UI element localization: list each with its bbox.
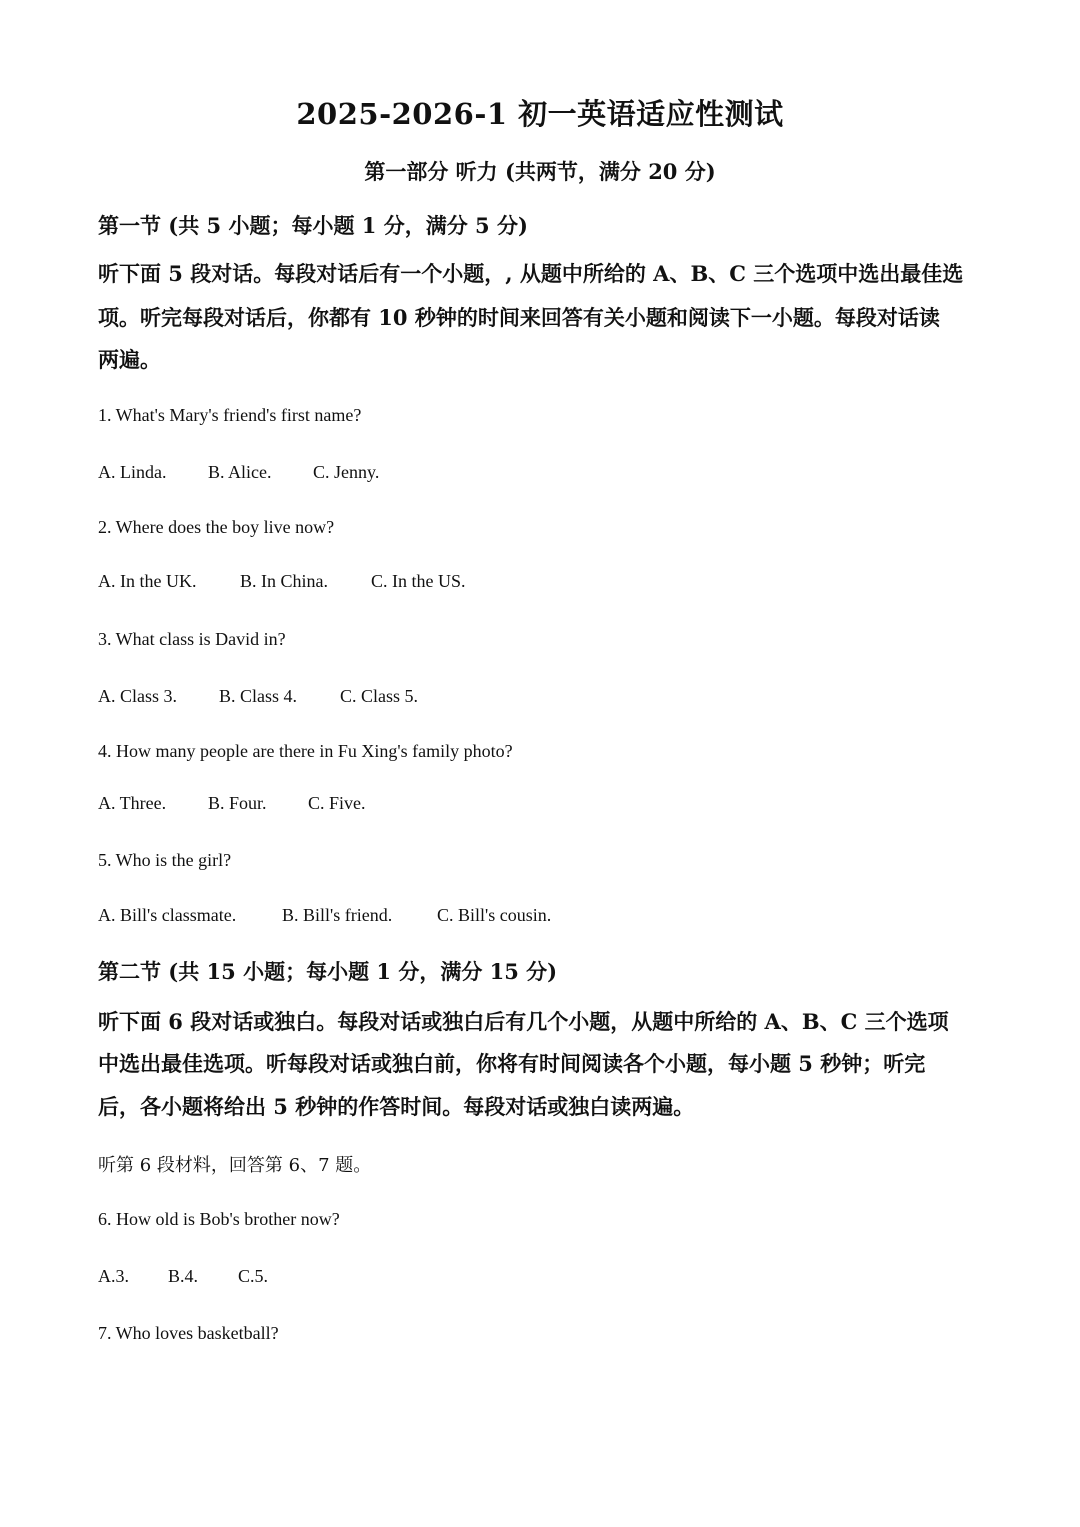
option-a: A. Class 3. (98, 686, 178, 706)
question-stem: 6. How old is Bob's brother now? (98, 1209, 340, 1229)
instruction-line: 两遍。 (98, 347, 161, 372)
question-stem: 1. What's Mary's friend's first name? (98, 405, 362, 425)
option-a: A. In the UK. (98, 571, 197, 591)
question-options (98, 462, 698, 486)
question-stem: 7. Who loves basketball? (98, 1323, 279, 1343)
option-c: C. Bill's cousin. (437, 905, 552, 925)
option-c: C. Five. (308, 793, 366, 813)
option-b: B. In China. (240, 571, 328, 591)
instruction-line: 听下面 5 段对话。每段对话后有一个小题，, 从题中所给的 A、B、C 三个选项中选出最佳选 (98, 261, 964, 286)
option-a: A. Linda. (98, 462, 167, 482)
option-a: A.3. (98, 1266, 129, 1286)
instruction-line: 项。听完每段对话后，你都有 10 秒钟的时间来回答有关小题和阅读下一小题。每段对话读 (98, 305, 940, 330)
option-b: B.4. (168, 1266, 199, 1286)
question-stem: 4. How many people are there in Fu Xing's family photo? (98, 741, 513, 761)
section-heading: 第二节 (共 15 小题；每小题 1 分，满分 15 分) (98, 959, 558, 984)
question-options (98, 1266, 498, 1290)
option-b: B. Four. (208, 793, 267, 813)
instruction-line: 中选出最佳选项。听每段对话或独白前，你将有时间阅读各个小题，每小题 5 秒钟；听完 (98, 1051, 926, 1076)
question-options (98, 905, 798, 929)
option-b: B. Class 4. (219, 686, 298, 706)
section-heading: 第一节 (共 5 小题；每小题 1 分，满分 5 分) (98, 213, 528, 238)
page-title: 2025-2026-1 初一英语适应性测试 (296, 97, 784, 131)
question-stem: 3. What class is David in? (98, 629, 286, 649)
question-options (98, 686, 698, 710)
instruction-line: 后，各小题将给出 5 秒钟的作答时间。每段对话或独白读两遍。 (98, 1094, 695, 1119)
option-c: C. In the US. (371, 571, 466, 591)
instruction-line: 听下面 6 段对话或独白。每段对话或独白后有几个小题，从题中所给的 A、B、C 三个选项 (98, 1009, 949, 1034)
option-c: C.5. (238, 1266, 269, 1286)
option-c: C. Jenny. (313, 462, 380, 482)
material-note: 听第 6 段材料，回答第 6、7 题。 (98, 1155, 372, 1176)
option-c: C. Class 5. (340, 686, 419, 706)
question-stem: 5. Who is the girl? (98, 850, 232, 870)
question-options (98, 793, 698, 817)
option-a: A. Three. (98, 793, 167, 813)
question-options (98, 571, 698, 595)
option-a: A. Bill's classmate. (98, 905, 237, 925)
question-stem: 2. Where does the boy live now? (98, 517, 335, 537)
option-b: B. Alice. (208, 462, 272, 482)
part-heading: 第一部分 听力 (共两节，满分 20 分) (364, 159, 716, 184)
option-b: B. Bill's friend. (282, 905, 393, 925)
